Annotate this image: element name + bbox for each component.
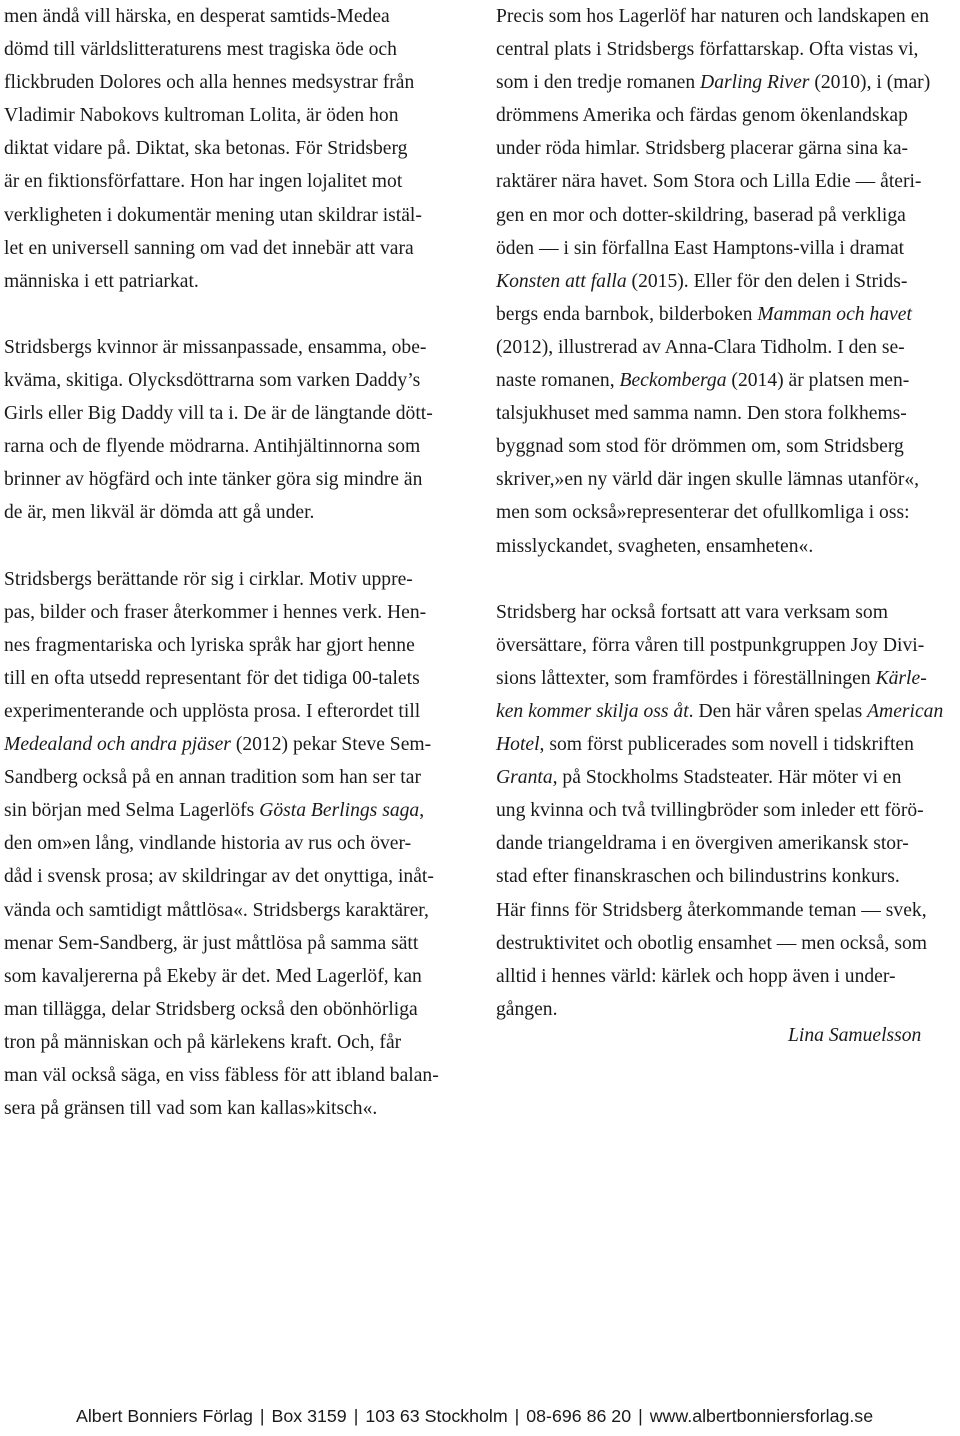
text-run: Stridsberg har också fortsatt att vara verksam som [496,601,888,623]
text-line [496,629,960,662]
text-run: människa i ett patriarkat. [4,270,199,292]
text-run: men ändå vill härska, en desperat samtids-Medea [4,6,390,27]
text-run: brinner av högfärd och inte tänker göra sig mindre än [4,469,423,491]
text-line [4,1092,469,1125]
text-line [4,794,469,827]
text-line [496,397,960,430]
text-line [4,496,469,529]
paragraph-gap [4,530,469,563]
text-run: talsjukhuset med samma namn. Den stora folkhems- [496,403,907,425]
text-run: den om»en lång, vindlande historia av rus och över- [4,833,412,855]
text-line [4,695,469,728]
italic-title: Kärle- [875,667,927,689]
text-run: alltid i hennes värld: kärlek och hopp även i under- [496,965,896,987]
footer-website: www.albertbonniersforlag.se [649,1406,874,1426]
footer-item: Box 3159 [271,1406,347,1426]
italic-title: Konsten att falla [496,270,627,292]
text-line [4,397,469,430]
text-run: menar Sem-Sandberg, är just måttlösa på samma sätt [4,932,419,954]
text-line [4,265,469,298]
text-line [4,66,469,99]
text-run: , på Stockholms Stadsteater. Här möter vi en [552,767,902,789]
text-run: (2012), illustrerad av Anna-Clara Tidholm. I den se- [496,336,905,358]
text-line [4,430,469,463]
text-run: skriver,»en ny värld där ingen skulle lämnas utanför«, [496,469,920,491]
text-line [496,927,960,960]
text-line [4,232,469,265]
text-run: nes fragmentariska och lyriska språk har gjort henne [4,634,415,656]
text-run: . Den här våren spelas [688,700,868,722]
text-line [496,0,960,33]
text-run: verkligheten i dokumentär mening utan skildrar istäl- [4,204,422,226]
text-run: kväma, skitiga. Olycksdöttrarna som varken Daddy’s [4,370,421,392]
paragraph-gap [4,298,469,331]
text-line [4,761,469,794]
text-line [496,364,960,397]
italic-title: Hotel [496,734,540,756]
text-run: stad efter finanskraschen och bilindustrins konkurs. [496,866,900,888]
text-run: vända och samtidigt måttlösa«. Stridsbergs karaktärer, [4,899,429,921]
text-line [496,99,960,132]
text-line [496,827,960,860]
text-line [4,860,469,893]
text-line [496,496,960,529]
text-line [496,662,960,695]
text-run: Vladimir Nabokovs kultroman Lolita, är öden hon [4,105,399,127]
text-line [496,728,960,761]
text-line [4,662,469,695]
text-run: Stridsbergs kvinnor är missanpassade, ensamma, obe- [4,336,427,358]
text-run: gen en mor och dotter-skildring, baserad på verkliga [496,204,906,226]
text-line [4,33,469,66]
text-run: ung kvinna och två tvillingbröder som inleder ett förö- [496,800,924,822]
text-line [4,331,469,364]
text-run: dande triangeldrama i en övergiven amerikansk stor- [496,833,909,855]
text-line [496,761,960,794]
left-column [4,0,469,1125]
text-line [496,132,960,165]
text-line [4,463,469,496]
italic-title: Medealand och andra pjäser [4,734,231,756]
text-line [496,331,960,364]
text-run: destruktivitet och obotlig ensamhet — men också, som [496,932,927,954]
text-run: Sandberg också på en annan tradition som han ser tar [4,767,421,789]
text-run: (2015). Eller för den delen i Strids- [626,270,908,292]
text-run: öden — i sin förfallna East Hamptons-villa i dramat [496,237,905,259]
text-line [496,199,960,232]
text-run: sions låttexter, som framfördes i föreställningen [496,667,876,689]
text-run: pas, bilder och fraser återkommer i hennes verk. Hen- [4,601,427,623]
text-run: bergs enda barnbok, bilderboken [496,303,758,325]
text-run: som i den tredje romanen [496,72,701,94]
text-run: let en universell sanning om vad det innebär att vara [4,237,414,259]
footer-item: 08-696 86 20 [526,1406,632,1426]
text-line [496,165,960,198]
text-run: Precis som hos Lagerlöf har naturen och landskapen en [496,6,930,27]
text-run: drömmens Amerika och färdas genom ökenlandskap [496,105,908,127]
text-line [4,99,469,132]
text-run: till en ofta utsedd representant för det tidiga 00-talets [4,667,420,689]
text-run: naste romanen, [496,370,620,392]
text-line [496,695,960,728]
paragraph-gap [496,563,960,596]
italic-title: Granta [496,767,553,789]
text-line [4,728,469,761]
text-line [4,596,469,629]
author-signature: Lina Samuelsson [788,1025,922,1046]
text-run: , [419,800,425,822]
text-run: dömd till världslitteraturens mest tragiska öde och [4,39,397,61]
text-line [4,132,469,165]
text-run: (2014) är platsen men- [726,370,910,392]
italic-title: Darling River [700,72,810,94]
text-run: , som först publicerades som novell i tidskriften [539,734,914,756]
text-line [4,364,469,397]
text-run: under röda himlar. Stridsberg placerar gärna sina ka- [496,138,909,160]
text-run: Stridsbergs berättande rör sig i cirklar. Motiv uppre- [4,568,413,590]
italic-title: Gösta Berlings saga [259,800,420,822]
text-run: man väl också säga, en viss fäbless för att ibland balan- [4,1065,439,1086]
text-line [496,860,960,893]
text-line [4,993,469,1026]
text-line [4,629,469,662]
text-run: Här finns för Stridsberg återkommande teman — svek, [496,899,927,921]
text-line [4,1059,469,1092]
text-run: (2010), i (mar) [809,72,931,94]
text-run: rarna och de flyende mödrarna. Antihjältinnorna som [4,436,421,458]
text-line [4,927,469,960]
text-line [4,1026,469,1059]
text-line [496,298,960,331]
footer-item: Albert Bonniers Förlag [76,1406,253,1426]
publisher-footer [76,1404,906,1428]
text-run: men som också»representerar det ofullkomliga i oss: [496,502,910,524]
text-run: flickbruden Dolores och alla hennes medsystrar från [4,72,415,94]
footer-separator: | [353,1406,359,1426]
text-run: raktärer nära havet. Som Stora och Lilla Edie — återi- [496,171,922,193]
italic-title: ken kommer skilja oss åt [496,700,689,722]
italic-title: Beckomberga [619,370,727,392]
text-run: översättare, förra våren till postpunkgruppen Joy Divi- [496,634,925,656]
text-run: man tillägga, delar Stridsberg också den obönhörliga [4,998,418,1020]
text-run: gången. [496,998,558,1020]
italic-title: Mamman och havet [757,303,912,325]
text-line [4,827,469,860]
text-line [496,530,960,563]
footer-separator: | [638,1406,643,1426]
text-line [496,960,960,993]
text-line [496,430,960,463]
text-run: är en fiktionsförfattare. Hon har ingen lojalitet mot [4,171,403,193]
text-run: tron på människan och på kärlekens kraft. Och, får [4,1031,402,1053]
italic-title: American [867,700,944,722]
text-run: som kavaljererna på Ekeby är det. Med Lagerlöf, kan [4,965,422,987]
text-line [496,794,960,827]
text-line [4,894,469,927]
footer-item: 103 63 Stockholm [365,1406,508,1426]
text-run: dåd i svensk prosa; av skildringar av det onyttiga, inåt- [4,866,434,888]
text-line [496,596,960,629]
text-line [496,66,960,99]
text-line [496,265,960,298]
text-line [4,199,469,232]
text-run: (2012) pekar Steve Sem- [230,734,432,756]
text-line [4,165,469,198]
text-line [496,463,960,496]
text-line [4,563,469,596]
text-run: byggnad som stod för drömmen om, som Stridsberg [496,436,904,458]
footer-separator: | [514,1406,520,1426]
text-run: sin början med Selma Lagerlöfs [4,800,260,822]
text-line [496,33,960,66]
text-run: sera på gränsen till vad som kan kallas»kitsch«. [4,1098,378,1120]
text-run: Girls eller Big Daddy vill ta i. De är de längtande dött- [4,403,433,425]
text-run: experimenterande och upplösta prosa. I efterordet till [4,700,421,722]
text-run: central plats i Stridsbergs författarskap. Ofta vistas vi, [496,39,919,61]
text-line [496,894,960,927]
right-column [496,0,960,1026]
text-line [4,0,469,33]
text-run: misslyckandet, svagheten, ensamheten«. [496,535,814,557]
text-line [4,960,469,993]
text-run: de är, men likväl är dömda att gå under. [4,502,315,524]
footer-separator: | [259,1406,265,1426]
text-run: diktat vidare på. Diktat, ska betonas. För Stridsberg [4,138,408,160]
text-line [496,232,960,265]
